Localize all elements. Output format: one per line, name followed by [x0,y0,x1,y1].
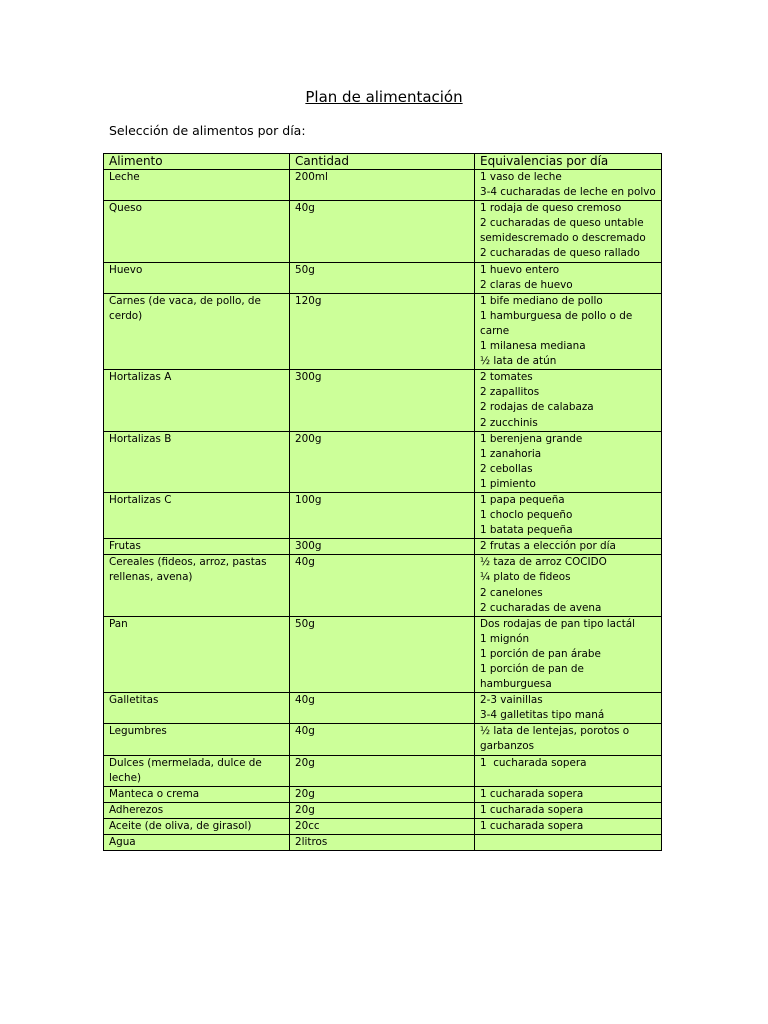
cell-equivalences [475,616,662,692]
cell-amount: 300g [290,539,475,555]
cell-food: Legumbres [104,724,290,755]
table-row [104,555,662,616]
cell-equivalences [475,201,662,262]
cell-amount: 40g [290,724,475,755]
cell-food: Carnes (de vaca, de pollo, de cerdo) [104,293,290,369]
equivalence-line: 2 cucharadas de queso rallado [480,247,640,260]
cell-food: Leche [104,170,290,201]
equivalence-line: 1 cucharada sopera [480,787,584,800]
cell-amount: 100g [290,492,475,538]
equivalence-line: 1 zanahoria [480,447,542,460]
equivalence-line: 3-4 cucharadas de leche en polvo [480,186,656,199]
table-row [104,616,662,692]
equivalence-line: 1 batata pequeña [480,524,573,537]
section-subtitle: Selección de alimentos por día: [109,123,306,138]
cell-equivalences [475,724,662,755]
cell-amount: 40g [290,555,475,616]
food-table [103,153,662,851]
equivalence-line: 1 pimiento [480,477,536,490]
header-alimento: Alimento [104,154,290,170]
cell-equivalences [475,802,662,818]
equivalence-line: 1 hamburguesa de pollo o de carne [480,309,636,337]
equivalence-line: 3-4 galletitas tipo maná [480,709,605,722]
cell-food: Hortalizas B [104,431,290,492]
equivalence-line: 2-3 vainillas [480,694,543,707]
equivalence-line: ½ lata de lentejas, porotos o garbanzos [480,725,633,753]
cell-food: Galletitas [104,693,290,724]
table-header [104,154,662,170]
cell-equivalences [475,262,662,293]
cell-amount: 200ml [290,170,475,201]
cell-food: Cereales (fideos, arroz, pastas rellenas, avena) [104,555,290,616]
cell-equivalences [475,492,662,538]
equivalence-line: 1 mignón [480,632,530,645]
header-equivalencias: Equivalencias por día [475,154,662,170]
table-row [104,693,662,724]
table-row [104,539,662,555]
equivalence-line: 2 zucchinis [480,416,538,429]
cell-amount: 20g [290,755,475,786]
cell-food: Adherezos [104,802,290,818]
table-row [104,835,662,851]
cell-food: Agua [104,835,290,851]
cell-equivalences [475,835,662,851]
cell-food: Dulces (mermelada, dulce de leche) [104,755,290,786]
cell-amount: 120g [290,293,475,369]
cell-amount: 2litros [290,835,475,851]
cell-equivalences [475,693,662,724]
equivalence-line: 1 papa pequeña [480,493,565,506]
equivalence-line: 2 frutas a elección por día [480,540,616,553]
equivalence-line: 1 berenjena grande [480,432,583,445]
equivalence-line: 2 rodajas de calabaza [480,401,594,414]
cell-amount: 20g [290,786,475,802]
equivalence-line: 2 canelones [480,586,543,599]
table-row [104,755,662,786]
cell-food: Frutas [104,539,290,555]
equivalence-line: 1 choclo pequeño [480,509,573,522]
header-row [104,154,662,170]
table-row [104,786,662,802]
cell-amount: 300g [290,370,475,431]
table-row [104,262,662,293]
equivalence-line: 1 cucharada sopera [480,819,584,832]
equivalence-line: 2 cucharadas de avena [480,601,602,614]
table-row [104,724,662,755]
cell-equivalences [475,431,662,492]
cell-food: Manteca o crema [104,786,290,802]
equivalence-line: 1 porción de pan árabe [480,647,601,660]
table-row [104,492,662,538]
equivalence-line: 1 vaso de leche [480,171,562,183]
cell-food: Huevo [104,262,290,293]
equivalence-line: ¼ plato de fideos [480,571,571,584]
cell-amount: 40g [290,693,475,724]
cell-equivalences [475,786,662,802]
cell-food: Pan [104,616,290,692]
cell-equivalences [475,539,662,555]
page-title: Plan de alimentación [305,88,463,106]
equivalence-line: 1 cucharada sopera [480,803,584,816]
table-row [104,431,662,492]
equivalence-line: 1 porción de pan de hamburguesa [480,663,588,691]
equivalence-line: 1 bife mediano de pollo [480,294,603,307]
equivalence-line: 1 cucharada sopera [480,756,587,769]
cell-food: Hortalizas A [104,370,290,431]
equivalence-line: 1 huevo entero [480,263,560,276]
table-row [104,802,662,818]
cell-food: Queso [104,201,290,262]
equivalence-line: 2 claras de huevo [480,278,573,291]
equivalence-line: 2 zapallitos [480,386,540,399]
table-row [104,818,662,834]
equivalence-line: 2 cucharadas de queso untable semidescremado o descremado [480,217,647,245]
cell-equivalences [475,818,662,834]
equivalence-line: Dos rodajas de pan tipo lactál [480,617,636,630]
cell-amount: 40g [290,201,475,262]
equivalence-line: 2 tomates [480,371,533,384]
cell-amount: 20g [290,802,475,818]
cell-equivalences [475,755,662,786]
table-row [104,370,662,431]
cell-equivalences [475,370,662,431]
table-body [104,170,662,851]
equivalence-line: ½ taza de arroz COCIDO [480,556,607,569]
table-row [104,170,662,201]
equivalence-line: 1 milanesa mediana [480,340,586,353]
cell-food: Hortalizas C [104,492,290,538]
header-cantidad: Cantidad [290,154,475,170]
cell-equivalences [475,170,662,201]
equivalence-line: ½ lata de atún [480,355,557,368]
table-row [104,293,662,369]
cell-amount: 50g [290,262,475,293]
cell-food: Aceite (de oliva, de girasol) [104,818,290,834]
cell-equivalences [475,293,662,369]
cell-amount: 20cc [290,818,475,834]
equivalence-line: 1 rodaja de queso cremoso [480,202,622,215]
cell-amount: 50g [290,616,475,692]
cell-amount: 200g [290,431,475,492]
equivalence-line: 2 cebollas [480,462,533,475]
cell-equivalences [475,555,662,616]
table-row [104,201,662,262]
